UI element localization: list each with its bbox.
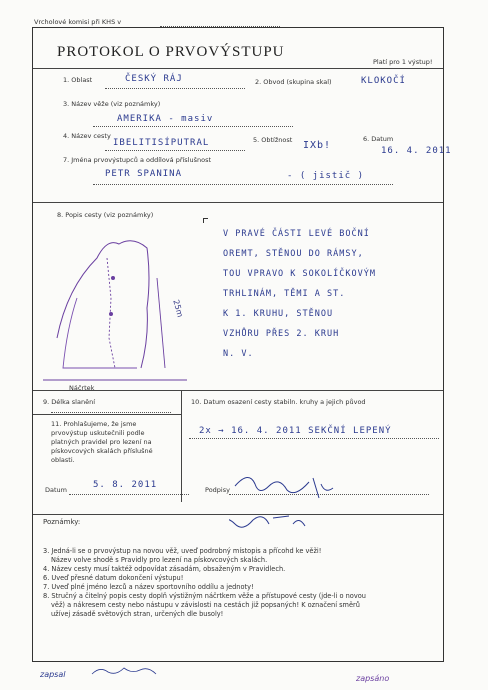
notes-list xyxy=(43,547,366,619)
note-item: 3. Jedná-li se o prvovýstup na novou věž, uveď podrobný místopis a přícohd ke věži! xyxy=(43,547,322,555)
note-item: věž) a nákresem cesty nebo nástupu v závislosti na cestách již popsaných! K označení směrů xyxy=(51,601,360,609)
field-2-value: KLOKOČÍ xyxy=(361,76,406,86)
note-item: 7. Uveď plné jméno lezců a název sportovního oddílu a jednoty! xyxy=(43,583,254,591)
row-11-divider xyxy=(33,414,181,415)
sketch-label: Náčrtek xyxy=(69,384,95,392)
description-line-5: K 1. KRUHU, STĚNOU xyxy=(223,309,334,319)
field-7-name: PETR SPANINA xyxy=(105,169,183,179)
field-1-line xyxy=(105,88,245,89)
date-line xyxy=(69,494,189,495)
field-4-label: 4. Název cesty xyxy=(63,132,111,140)
field-6-value: 16. 4. 2011 xyxy=(381,146,452,156)
note-item: Název volve shodě s Pravidly pro lezení na pískovcových skalách. xyxy=(51,556,268,564)
signature-label: Podpisy xyxy=(205,486,230,494)
field-10-value: 2x → 16. 4. 2011 SEKČNÍ LEPENÝ xyxy=(199,426,392,436)
footer-signature xyxy=(90,664,170,678)
description-line-6: VZHŮRU PŘES 2. KRUH xyxy=(223,329,340,339)
description-line-1: V PRAVÉ ČÁSTI LEVÉ BOČNÍ xyxy=(223,229,370,239)
field-11-declaration: 11. Prohlašujeme, že jsme prvovýstup uskutečnili podle platných pravidel pro lezení na pískovcových skalách příslušné oblasti. xyxy=(51,420,153,464)
footer-right: zapsáno xyxy=(356,674,390,683)
row-9-divider xyxy=(33,390,443,391)
field-3-value: AMERIKA - masiv xyxy=(117,114,214,124)
form-title: PROTOKOL O PRVOVÝSTUPU xyxy=(57,44,285,60)
note-item: 4. Název cesty musí taktéž odpovídat zásadám, obsaženým v Pravidlech. xyxy=(43,565,286,573)
field-9-line xyxy=(51,412,171,413)
field-7-extra: - ( jistič ) xyxy=(287,171,365,181)
field-9-label: 9. Délka slanění xyxy=(43,398,95,406)
notes-divider xyxy=(33,514,443,515)
protocol-form xyxy=(32,27,452,662)
field-3-label: 3. Název věže (viz poznámky) xyxy=(63,100,161,108)
description-line-2: OREMT, STĚNOU DO RÁMSY, xyxy=(223,249,364,259)
description-line-3: TOU VPRAVO K SOKOLÍČKOVÝM xyxy=(223,269,376,279)
route-description xyxy=(223,224,376,364)
description-line-7: N. V. xyxy=(223,349,254,359)
field-7-line xyxy=(93,184,393,185)
note-item: užívej zásadě světových stran, určených dle busoly! xyxy=(51,610,224,618)
field-4-value: IBELITISÍPUTRAL xyxy=(113,138,210,148)
notes-title: Poznámky: xyxy=(43,518,81,526)
date-label: Datum xyxy=(45,486,67,494)
field-10-label: 10. Datum osazení cesty stabiln. kruhy a jejich původ xyxy=(191,398,366,406)
signatures xyxy=(229,468,349,538)
field-2-label: 2. Obvod (skupina skal) xyxy=(255,78,332,86)
section-divider xyxy=(33,202,443,203)
field-7-label: 7. Jména prvovýstupců a oddílová příslušnost xyxy=(63,156,212,164)
note-item: 8. Stručný a čitelný popis cesty doplň výstižným náčrtkem věže a přístupové cesty (jde-li o novou xyxy=(43,592,366,600)
field-1-label: 1. Oblast xyxy=(63,76,93,84)
field-1-value: ČESKÝ RÁJ xyxy=(125,74,183,84)
field-4-line xyxy=(105,150,245,151)
sketch-corner-marker xyxy=(203,218,208,223)
committee-label: Vrcholové komisi při KHS v xyxy=(34,18,122,26)
column-divider xyxy=(181,390,182,502)
sketch-height: 25m xyxy=(171,298,185,319)
field-8-label: 8. Popis cesty (viz poznámky) xyxy=(57,211,154,219)
description-line-4: TRHLINÁM, TĚMI A ST. xyxy=(223,289,346,299)
note-item: 6. Uveď přesné datum dokončení výstupu! xyxy=(43,574,184,582)
date-value: 5. 8. 2011 xyxy=(93,480,158,490)
field-5-value: IXb! xyxy=(303,140,332,151)
field-3-line xyxy=(93,126,293,127)
field-6-label: 6. Datum xyxy=(363,135,394,143)
title-divider xyxy=(33,68,443,69)
field-10-line xyxy=(189,438,439,439)
field-5-label: 5. Obtížnost xyxy=(253,136,293,144)
validity-note: Platí pro 1 výstup! xyxy=(373,58,433,66)
footer-left: zapsal xyxy=(40,670,66,679)
